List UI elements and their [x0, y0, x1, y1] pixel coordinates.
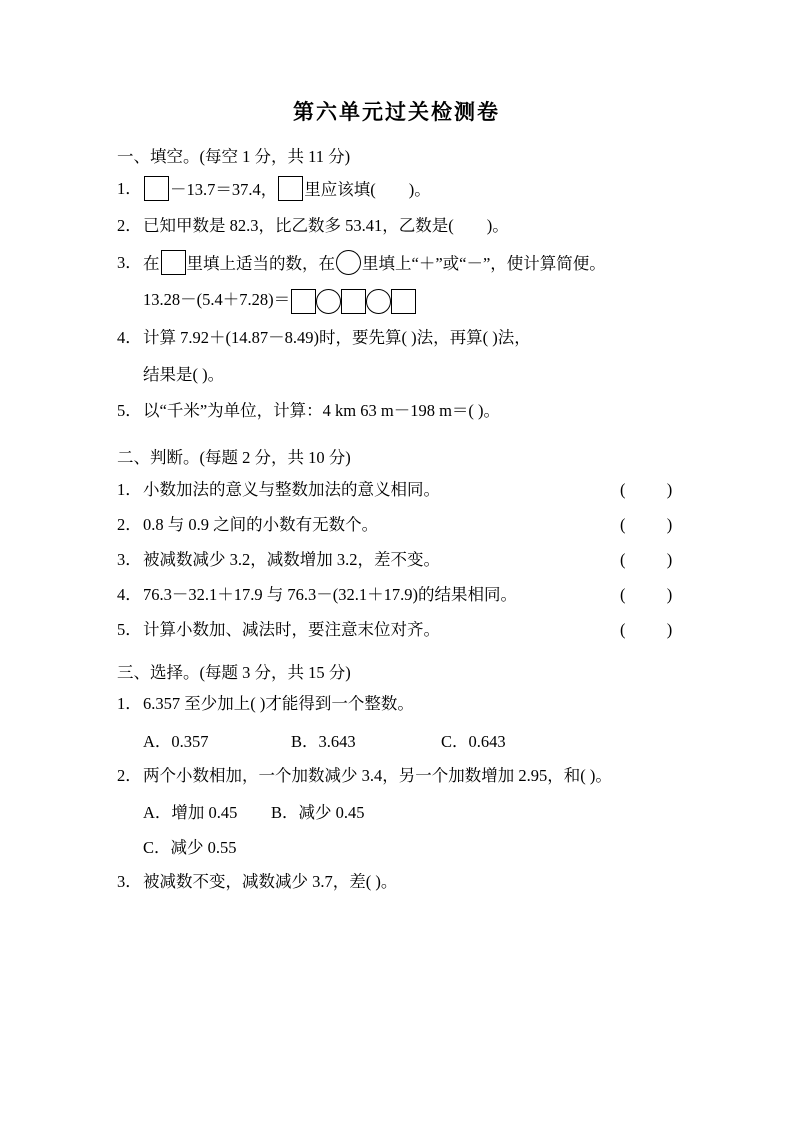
question-number: 2． [117, 514, 142, 534]
question-fill-5 [117, 398, 677, 424]
question-segment: 里应该填( [304, 179, 376, 199]
exam-body [117, 145, 677, 906]
question-truefalse-5 [117, 617, 677, 639]
question-truefalse-2 [117, 512, 677, 534]
question-fill-1 [117, 176, 677, 203]
question-text: 计算小数加、减法时，要注意末位对齐。 [143, 619, 440, 639]
question-text-line-1 [143, 250, 677, 277]
section-heading-true-false: 二、判断。(每题 2 分，共 10 分) [117, 447, 351, 467]
choice-option-c[interactable]: C．减少 0.55 [143, 838, 237, 858]
question-segment: 里填上“＋”或“－”，使计算简便。 [362, 253, 606, 273]
answer-parenthesis[interactable]: ( ) [620, 584, 673, 604]
answer-square-box[interactable] [161, 250, 186, 275]
question-number: 4． [117, 584, 142, 604]
question-segment: )。 [408, 179, 431, 199]
question-fill-2 [117, 213, 677, 239]
answer-parenthesis[interactable]: ( ) [620, 619, 673, 639]
question-fill-3 [117, 250, 677, 314]
answer-parenthesis[interactable]: ( ) [620, 479, 673, 499]
question-fill-4 [117, 325, 677, 387]
answer-parenthesis[interactable]: ( ) [620, 514, 673, 534]
question-segment: －13.7＝37.4， [170, 179, 278, 199]
question-segment: 在 [143, 253, 160, 273]
question-number: 2． [117, 216, 142, 236]
answer-square-box[interactable] [391, 289, 416, 314]
choice-option-a[interactable]: A．0.357 [143, 731, 209, 751]
answer-blank[interactable] [454, 216, 487, 235]
question-number: 5． [117, 619, 142, 639]
answer-circle-box[interactable] [336, 250, 361, 275]
answer-circle-box[interactable] [366, 289, 391, 314]
question-text: 6.357 至少加上( )才能得到一个整数。 [143, 694, 414, 714]
answer-square-box[interactable] [341, 289, 366, 314]
question-text: 76.3－32.1＋17.9 与 76.3－(32.1＋17.9)的结果相同。 [143, 584, 517, 604]
question-text: 以“千米”为单位，计算：4 km 63 m－198 m＝( )。 [143, 401, 501, 421]
question-number: 3． [117, 252, 142, 272]
question-text: 小数加法的意义与整数加法的意义相同。 [143, 479, 440, 499]
choice-option-b[interactable]: B．3.643 [291, 731, 356, 751]
expression-answer-boxes [291, 289, 416, 314]
question-text: 被减数减少 3.2，减数增加 3.2，差不变。 [143, 549, 440, 569]
answer-parenthesis[interactable]: ( ) [620, 549, 673, 569]
question-truefalse-3 [117, 547, 677, 569]
answer-blank[interactable] [376, 180, 409, 199]
choice-row-question-2-line-1 [117, 799, 677, 823]
question-truefalse-1 [117, 477, 677, 499]
question-number: 4． [117, 328, 142, 348]
question-text: 0.8 与 0.9 之间的小数有无数个。 [143, 514, 379, 534]
question-text [143, 176, 677, 203]
question-number: 3． [117, 872, 142, 892]
question-number: 1． [117, 178, 142, 198]
answer-square-box[interactable] [144, 176, 169, 201]
question-text-line-2: 结果是( )。 [143, 364, 225, 384]
question-text: 被减数不变，减数减少 3.7，差( )。 [143, 872, 398, 892]
question-number: 5． [117, 401, 142, 421]
question-number: 3． [117, 549, 142, 569]
question-number: 2． [117, 765, 142, 785]
question-choice-2 [117, 763, 677, 789]
answer-square-box[interactable] [291, 289, 316, 314]
choice-option-c[interactable]: C．0.643 [441, 731, 506, 751]
question-segment: )。 [486, 216, 509, 236]
choice-option-a[interactable]: A．增加 0.45 [143, 803, 238, 823]
question-segment: 里填上适当的数，在 [186, 253, 335, 273]
page-title: 第六单元过关检测卷 [293, 100, 500, 124]
question-choice-3 [117, 869, 677, 895]
question-text-line-1: 计算 7.92＋(14.87－8.49)时，要先算( )法，再算( )法， [143, 328, 531, 348]
question-text: 两个小数相加，一个加数减少 3.4，另一个加数增加 2.95，和( )。 [143, 765, 612, 785]
question-number: 1． [117, 479, 142, 499]
question-number: 1． [117, 694, 142, 714]
question-text-line-2 [143, 287, 677, 314]
answer-square-box[interactable] [278, 176, 303, 201]
section-heading-fill-in: 一、填空。(每空 1 分，共 11 分) [117, 147, 351, 166]
choice-row-question-2-line-2 [117, 834, 677, 858]
choice-row-question-1 [117, 728, 677, 752]
question-text [143, 213, 677, 239]
expression-prefix: 13.28－(5.4＋7.28)＝ [143, 290, 291, 310]
choice-option-b[interactable]: B．减少 0.45 [271, 803, 365, 823]
question-segment: 已知甲数是 82.3，比乙数多 53.41，乙数是( [143, 216, 454, 236]
answer-circle-box[interactable] [316, 289, 341, 314]
question-choice-1 [117, 691, 677, 717]
question-truefalse-4 [117, 582, 677, 604]
section-heading-multiple-choice: 三、选择。(每题 3 分，共 15 分) [117, 662, 351, 682]
